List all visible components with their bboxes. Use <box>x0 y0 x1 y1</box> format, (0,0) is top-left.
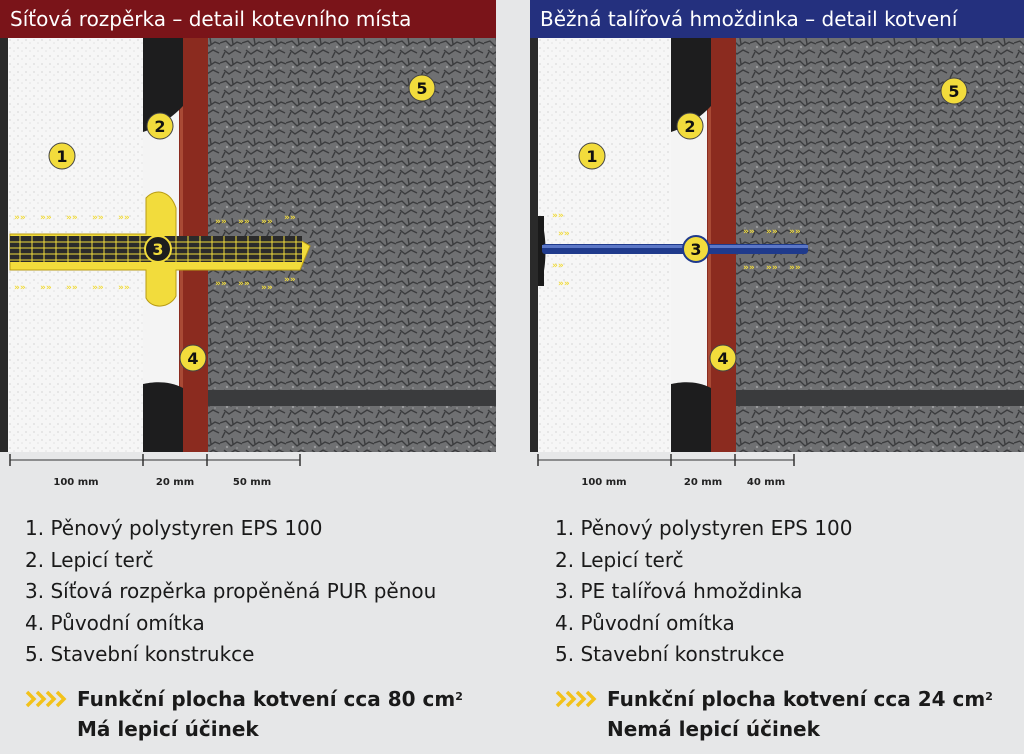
legend-item: 4. Původní omítka <box>25 610 205 635</box>
floor-slab-line <box>207 390 496 406</box>
floor-slab-line <box>735 390 1024 406</box>
right-panel <box>530 0 1024 754</box>
svg-text:1: 1 <box>586 147 598 166</box>
adhesion-mark-14: »» <box>284 213 296 223</box>
label-badge-4 <box>180 345 206 371</box>
label-badge-1 <box>579 143 605 169</box>
adhesion-mark-9: »» <box>92 283 104 293</box>
adhesion-mark-10: »» <box>789 263 801 273</box>
left-section-diagram <box>0 38 496 452</box>
svg-text:4: 4 <box>187 349 199 368</box>
svg-text:2: 2 <box>684 117 696 136</box>
adhesion-mark-5: »» <box>743 227 755 237</box>
adhesion-mark-6: »» <box>14 283 26 293</box>
adhesion-mark-11: »» <box>215 217 227 227</box>
label-badge-4 <box>710 345 736 371</box>
label-badge-3 <box>145 236 171 262</box>
adhesion-mark-2: »» <box>40 213 52 223</box>
adhesion-mark-7: »» <box>40 283 52 293</box>
legend-item: 4. Původní omítka <box>555 610 735 635</box>
adhesion-mark-3: »» <box>66 213 78 223</box>
adhesion-mark-12: »» <box>238 217 250 227</box>
label-badge-2 <box>677 113 703 139</box>
chevrons-icon <box>555 690 599 708</box>
dim-adhesive: 20 mm <box>683 477 723 488</box>
legend-item: 3. Síťová rozpěrka propěněná PUR pěnou <box>25 579 437 603</box>
adhesion-mark-4: »» <box>92 213 104 223</box>
adhesion-mark-6: »» <box>766 227 778 237</box>
svg-text:5: 5 <box>948 82 960 101</box>
adhesion-mark-8: »» <box>66 283 78 293</box>
svg-text:3: 3 <box>152 240 164 259</box>
adhesion-mark-13: »» <box>261 217 273 227</box>
dim-eps: 100 mm <box>53 477 99 488</box>
left-legend <box>25 513 495 671</box>
legend-item: 5. Stavební konstrukce <box>555 642 785 666</box>
svg-text:5: 5 <box>416 79 428 98</box>
chevrons-icon <box>25 690 69 708</box>
legend-item: 1. Pěnový polystyren EPS 100 <box>555 516 853 540</box>
dim-anchor: 40 mm <box>746 477 786 488</box>
adhesion-note: Nemá lepicí účinek <box>607 717 820 741</box>
dim-eps: 100 mm <box>581 477 627 488</box>
adhesive-dab-bottom <box>671 382 711 452</box>
right-notes <box>555 684 1024 744</box>
adhesion-note: Má lepicí účinek <box>77 717 259 741</box>
dim-adhesive: 20 mm <box>155 477 195 488</box>
label-badge-2 <box>147 113 173 139</box>
adhesion-mark-5: »» <box>118 213 130 223</box>
adhesion-mark-8: »» <box>743 263 755 273</box>
adhesion-mark-4: »» <box>558 279 570 289</box>
label-badge-1 <box>49 143 75 169</box>
label-badge-5 <box>409 75 435 101</box>
svg-text:4: 4 <box>717 349 729 368</box>
legend-item: 5. Stavební konstrukce <box>25 642 255 666</box>
left-dimension-line <box>0 452 496 492</box>
legend-item: 1. Pěnový polystyren EPS 100 <box>25 516 323 540</box>
adhesion-mark-16: »» <box>238 279 250 289</box>
left-panel <box>0 0 496 754</box>
svg-text:1: 1 <box>56 147 68 166</box>
adhesion-mark-18: »» <box>284 275 296 285</box>
left-notes <box>25 684 495 744</box>
anchor-area-note: Funkční plocha kotvení cca 80 $cm^2$ <box>25 684 495 714</box>
label-badge-5 <box>941 78 967 104</box>
adhesive-dab-bottom <box>143 382 183 452</box>
adhesion-mark-1: »» <box>552 211 564 221</box>
adhesion-mark-15: »» <box>215 279 227 289</box>
legend-item: 2. Lepicí terč <box>25 547 154 572</box>
adhesion-mark-3: »» <box>552 261 564 271</box>
adhesion-mark-17: »» <box>261 283 273 293</box>
dim-anchor: 50 mm <box>232 477 272 488</box>
anchor-area-note: Funkční plocha kotvení cca 24 $cm^2$ <box>555 684 1024 714</box>
adhesion-mark-7: »» <box>789 227 801 237</box>
svg-text:3: 3 <box>690 240 702 259</box>
adhesion-mark-2: »» <box>558 229 570 239</box>
label-badge-3 <box>683 236 709 262</box>
legend-item: 3. PE talířová hmoždinka <box>555 579 803 603</box>
right-dimension-line <box>530 452 1024 492</box>
adhesion-mark-9: »» <box>766 263 778 273</box>
svg-text:2: 2 <box>154 117 166 136</box>
right-legend <box>555 513 1024 671</box>
legend-item: 2. Lepicí terč <box>555 547 684 572</box>
right-section-diagram <box>530 38 1024 452</box>
adhesion-mark-10: »» <box>118 283 130 293</box>
right-panel-title: Běžná talířová hmoždinka – detail kotvení <box>530 0 1024 38</box>
left-panel-title: Síťová rozpěrka – detail kotevního místa <box>0 0 496 38</box>
adhesion-mark-1: »» <box>14 213 26 223</box>
